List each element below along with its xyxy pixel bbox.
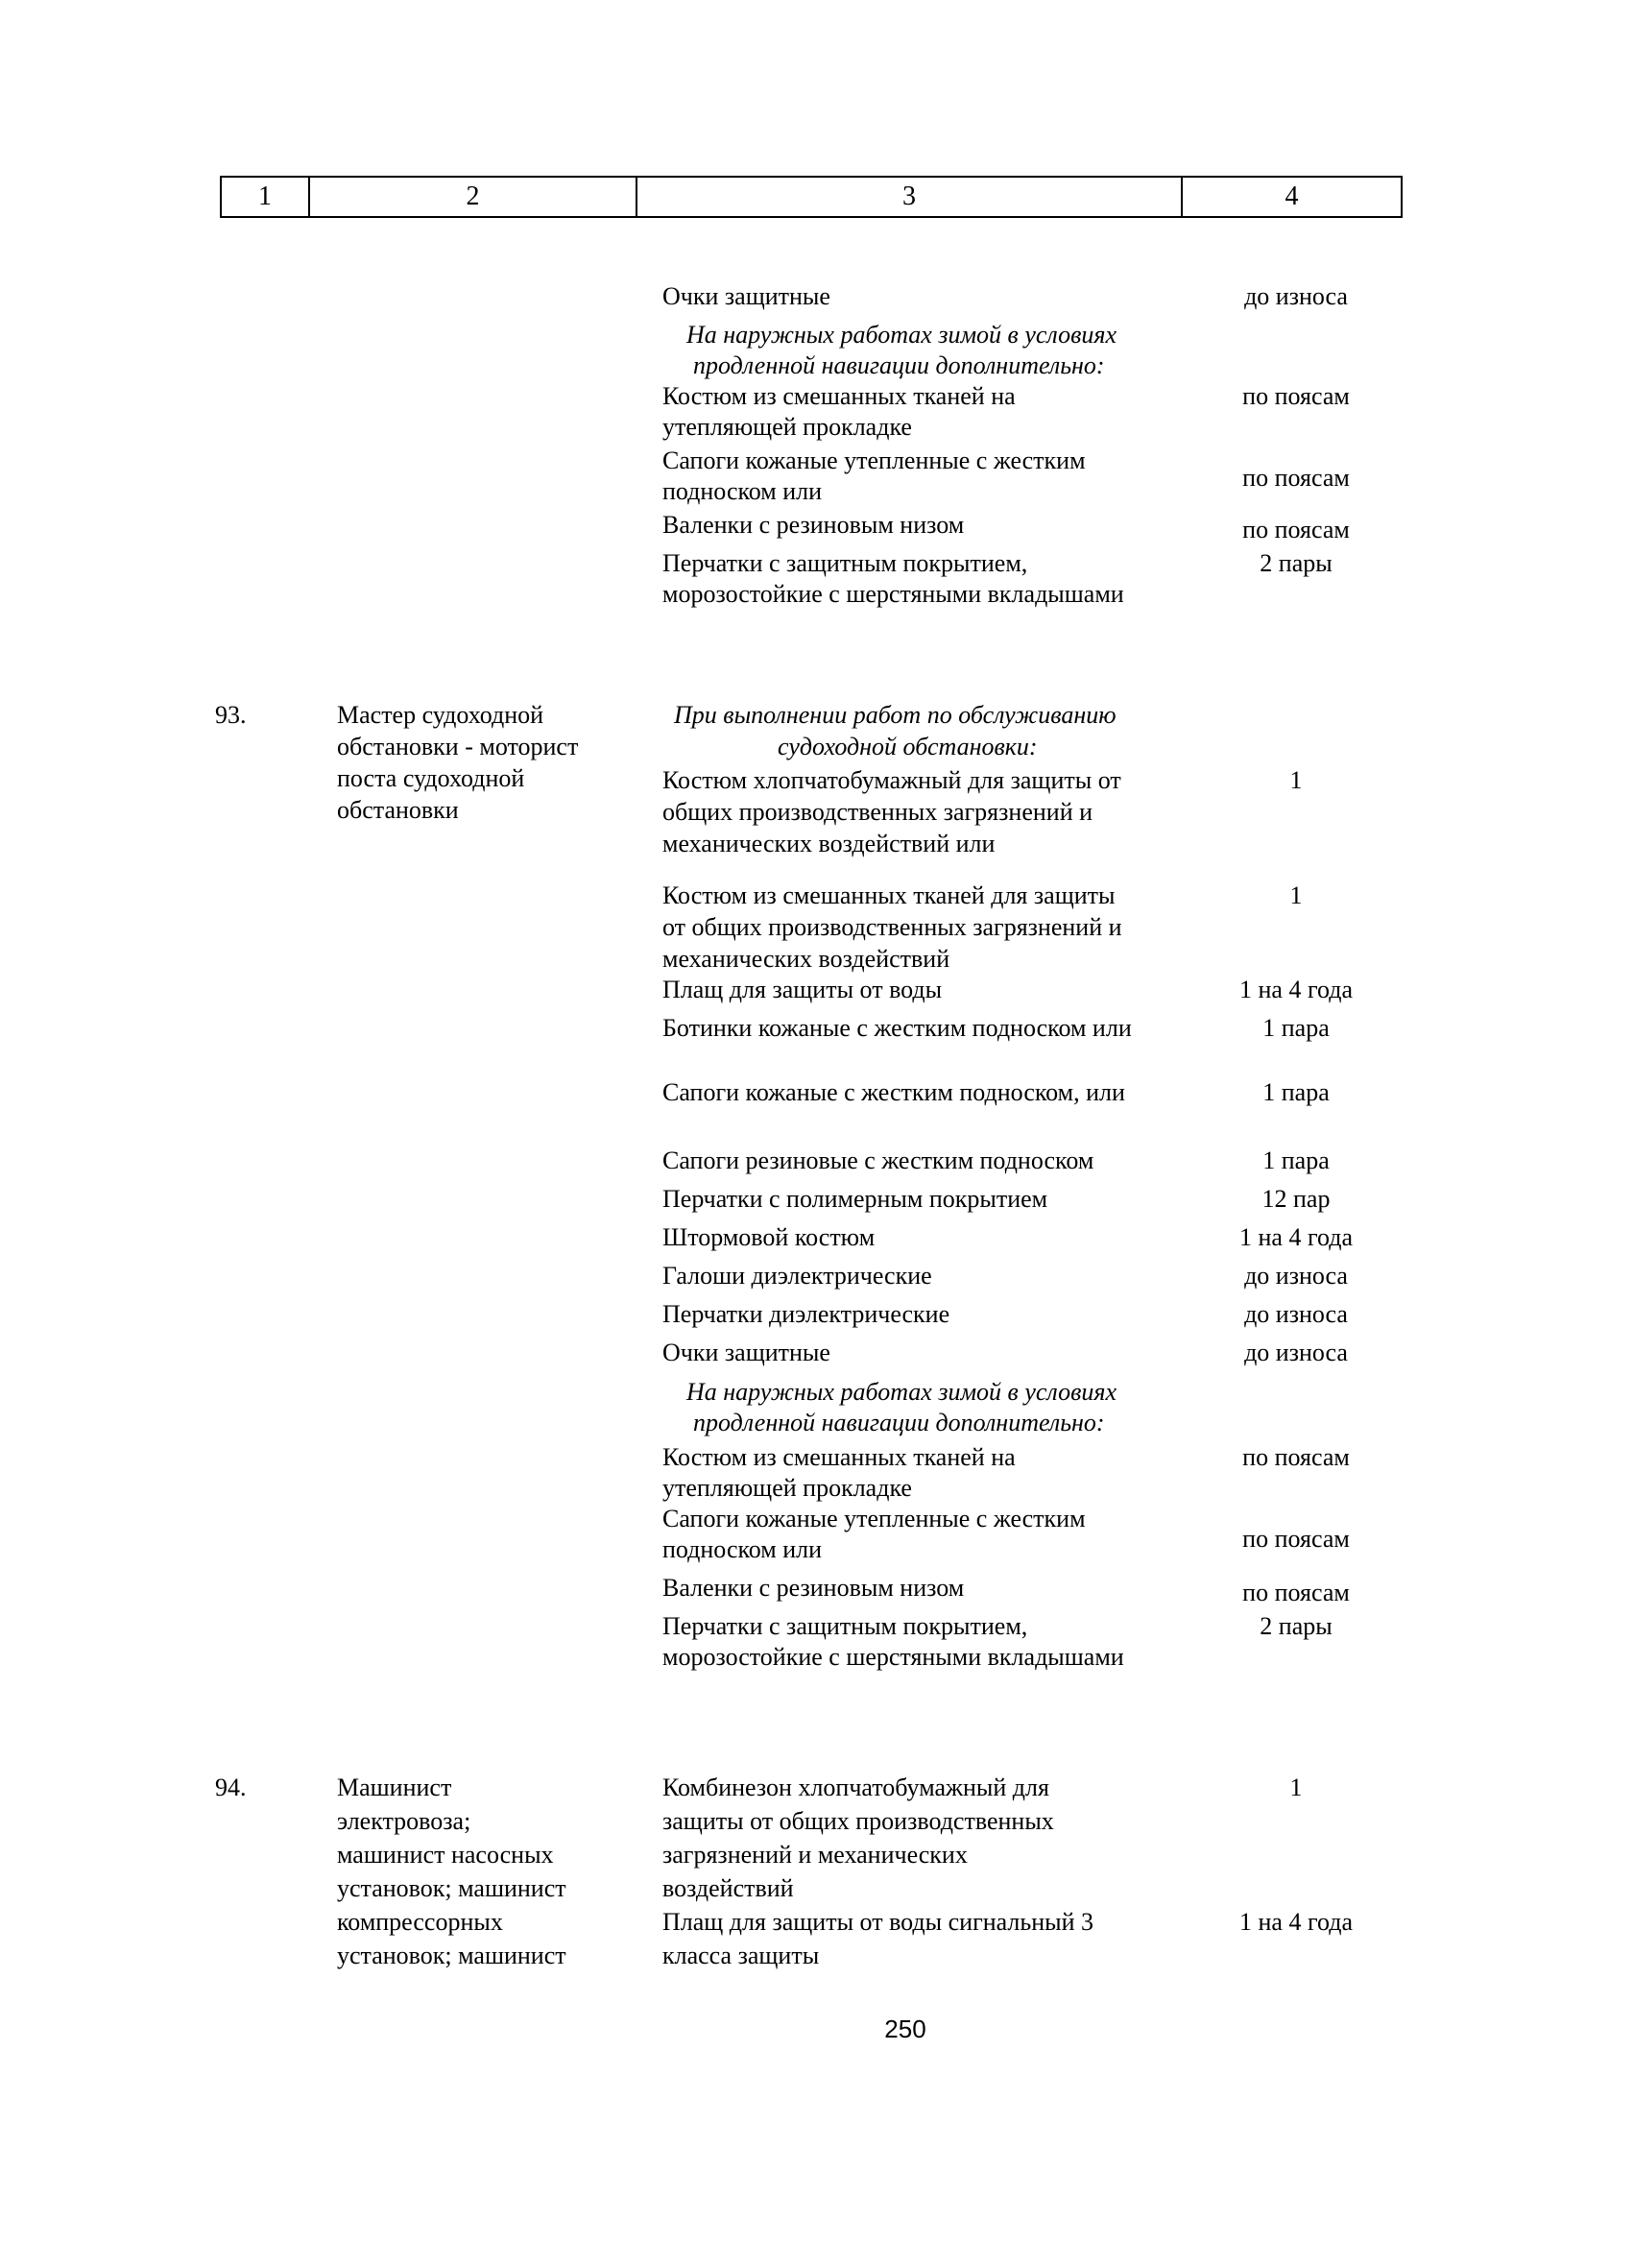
item-name: от общих производственных загрязнений и: [662, 913, 1122, 941]
item-norm: 1 пара: [1262, 1078, 1330, 1106]
row-number: 94.: [215, 1773, 247, 1801]
item-norm: 2 пары: [1260, 1612, 1333, 1640]
item-name: Перчатки диэлектрические: [662, 1300, 950, 1328]
item-name: утепляющей прокладке: [662, 1474, 912, 1502]
column-header-3: 3: [636, 178, 1181, 216]
item-norm: до износа: [1244, 1339, 1348, 1366]
item-norm: 1: [1289, 1773, 1303, 1801]
item-name: Костюм из смешанных тканей на: [662, 382, 1016, 410]
item-name: Сапоги кожаные с жестким подноском, или: [662, 1078, 1125, 1106]
column-header-4: 4: [1181, 178, 1401, 216]
item-norm: до износа: [1244, 1300, 1348, 1328]
item-name: Валенки с резиновым низом: [662, 1574, 965, 1602]
item-norm: 1 на 4 года: [1239, 1908, 1353, 1936]
item-name: механических воздействий: [662, 945, 950, 973]
item-name: загрязнений и механических: [662, 1841, 968, 1869]
item-name: Костюм из смешанных тканей на: [662, 1443, 1016, 1471]
profession-line: электровоза;: [337, 1807, 471, 1835]
item-norm: по поясам: [1242, 1579, 1350, 1606]
item-name: защиты от общих производственных: [662, 1807, 1054, 1835]
profession-line: поста судоходной: [337, 764, 525, 792]
item-name: Штормовой костюм: [662, 1223, 876, 1251]
column-header-2: 2: [308, 178, 636, 216]
page-number: 250: [884, 2015, 926, 2043]
profession-line: установок; машинист: [337, 1874, 566, 1902]
section-heading: На наружных работах зимой в условиях: [686, 1378, 1117, 1406]
item-norm: 1 на 4 года: [1239, 976, 1353, 1003]
item-name: морозостойкие с шерстяными вкладышами: [662, 580, 1124, 608]
section-heading: При выполнении работ по обслуживанию: [674, 701, 1117, 729]
item-name: воздействий: [662, 1874, 794, 1902]
item-norm: по поясам: [1242, 464, 1350, 492]
item-name: Очки защитные: [662, 1339, 830, 1366]
profession-line: обстановки: [337, 796, 459, 824]
item-name: подноском или: [662, 477, 823, 505]
section-heading: На наружных работах зимой в условиях: [686, 321, 1117, 349]
item-norm: по поясам: [1242, 382, 1350, 410]
item-norm: 12 пар: [1261, 1185, 1331, 1213]
item-name: Комбинезон хлопчатобумажный для: [662, 1773, 1049, 1801]
item-norm: 1: [1289, 881, 1303, 909]
section-heading: судоходной обстановки:: [778, 733, 1038, 760]
column-header-1: 1: [258, 181, 272, 211]
item-name: класса защиты: [662, 1942, 820, 1969]
item-name: Очки защитные: [662, 282, 830, 310]
item-name: механических воздействий или: [662, 830, 996, 857]
item-name: утепляющей прокладке: [662, 413, 912, 441]
item-name: Сапоги кожаные утепленные с жестким: [662, 446, 1086, 474]
item-norm: до износа: [1244, 282, 1348, 310]
row-number: 93.: [215, 701, 247, 729]
item-norm: 1: [1289, 766, 1303, 794]
section-heading: продленной навигации дополнительно:: [693, 351, 1105, 379]
item-name: Перчатки с защитным покрытием,: [662, 549, 1028, 577]
profession-line: обстановки - моторист: [337, 733, 579, 760]
item-name: Валенки с резиновым низом: [662, 511, 965, 539]
profession-line: Машинист: [337, 1773, 452, 1801]
column-header-row: [220, 176, 1403, 218]
item-name: Галоши диэлектрические: [662, 1262, 932, 1290]
item-name: Сапоги кожаные утепленные с жестким: [662, 1505, 1086, 1532]
item-norm: по поясам: [1242, 1443, 1350, 1471]
profession-line: машинист насосных: [337, 1841, 554, 1869]
item-name: Плащ для защиты от воды сигнальный 3: [662, 1908, 1094, 1936]
item-norm: 2 пары: [1260, 549, 1333, 577]
item-name: Ботинки кожаные с жестким подноском или: [662, 1014, 1132, 1042]
profession-line: установок; машинист: [337, 1942, 566, 1969]
item-norm: 1 пара: [1262, 1146, 1330, 1174]
item-name: Костюм хлопчатобумажный для защиты от: [662, 766, 1121, 794]
profession-line: Мастер судоходной: [337, 701, 544, 729]
item-name: Костюм из смешанных тканей для защиты: [662, 881, 1116, 909]
item-name: морозостойкие с шерстяными вкладышами: [662, 1643, 1124, 1671]
item-norm: по поясам: [1242, 1525, 1350, 1553]
item-name: общих производственных загрязнений и: [662, 798, 1093, 826]
item-norm: по поясам: [1242, 516, 1350, 543]
item-name: Перчатки с полимерным покрытием: [662, 1185, 1048, 1213]
item-norm: 1 на 4 года: [1239, 1223, 1353, 1251]
item-name: подноском или: [662, 1535, 823, 1563]
item-norm: до износа: [1244, 1262, 1348, 1290]
item-name: Плащ для защиты от воды: [662, 976, 943, 1003]
profession-line: компрессорных: [337, 1908, 503, 1936]
item-name: Перчатки с защитным покрытием,: [662, 1612, 1028, 1640]
item-name: Сапоги резиновые с жестким подноском: [662, 1146, 1094, 1174]
section-heading: продленной навигации дополнительно:: [693, 1409, 1105, 1436]
item-norm: 1 пара: [1262, 1014, 1330, 1042]
